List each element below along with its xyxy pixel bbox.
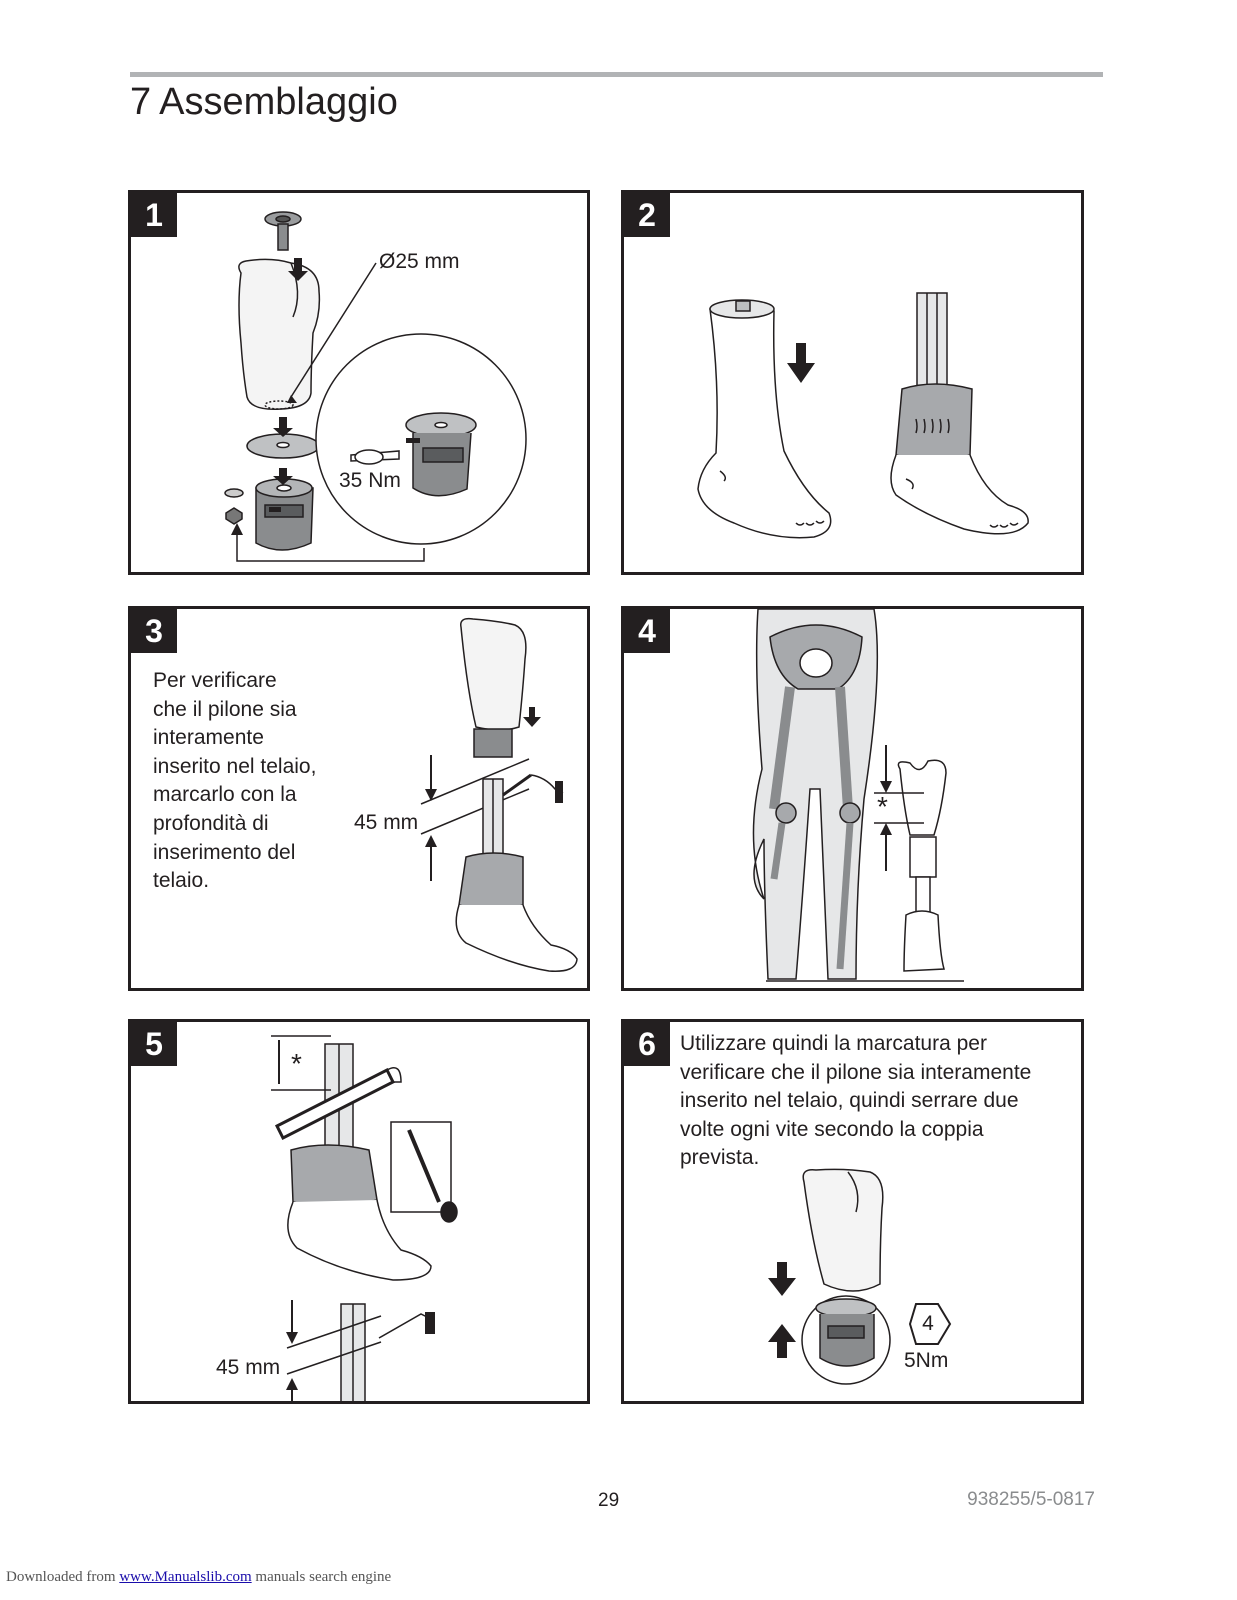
torque-label-5nm: 5Nm	[904, 1349, 949, 1372]
step-1-badge: 1	[131, 193, 177, 237]
text-line: Per verificare	[153, 669, 277, 692]
diameter-label: Ø25 mm	[379, 250, 460, 273]
step-6-panel	[621, 1019, 1084, 1404]
section-number: 7	[130, 81, 152, 123]
step-1-panel	[128, 190, 590, 575]
text-line: interamente	[153, 726, 264, 750]
text-line: inserito nel telaio, quindi serrare due	[680, 1089, 1019, 1113]
document-number: 938255/5-0817	[967, 1489, 1095, 1510]
asterisk-label: *	[877, 791, 888, 822]
text-line: Utilizzare quindi la marcatura per	[680, 1032, 987, 1055]
step-1-illustration	[131, 193, 590, 575]
download-footer	[6, 1569, 391, 1586]
depth-label: 45 mm	[354, 811, 419, 834]
text-line: profondità di	[153, 811, 269, 835]
step-3-badge: 3	[131, 609, 177, 653]
step-2-illustration	[624, 193, 1084, 575]
page-title	[130, 78, 398, 126]
text-line: verificare che il pilone sia interamente	[680, 1060, 1032, 1084]
torque-label-35nm: 35 Nm	[339, 469, 401, 492]
page-number: 29	[598, 1490, 620, 1511]
download-suffix: manuals search engine	[251, 1569, 392, 1585]
step-2-panel	[621, 190, 1084, 575]
text-line: inserito nel telaio,	[153, 754, 317, 778]
step-5-panel	[128, 1019, 590, 1404]
step-4-illustration	[624, 609, 1084, 991]
asterisk-label: *	[291, 1048, 302, 1079]
step-3-panel	[128, 606, 590, 991]
depth-label: 45 mm	[216, 1356, 281, 1379]
text-line: inserimento del	[153, 840, 296, 864]
text-line: marcarlo con la	[153, 783, 297, 807]
section-title: Assemblaggio	[159, 81, 398, 123]
step-4-badge: 4	[624, 609, 670, 653]
step-6-illustration	[624, 1022, 1084, 1404]
hex-key-size-label: 4	[922, 1312, 934, 1335]
text-line: telaio.	[153, 869, 210, 893]
text-line: volte ogni vite secondo la coppia	[680, 1117, 984, 1141]
step-2-badge: 2	[624, 193, 670, 237]
download-prefix: Downloaded from	[6, 1569, 120, 1585]
step-5-badge: 5	[131, 1022, 177, 1066]
text-line: prevista.	[680, 1146, 760, 1170]
text-line: che il pilone sia	[153, 697, 297, 721]
step-6-badge: 6	[624, 1022, 670, 1066]
header-rule	[130, 72, 1103, 77]
manualslib-link[interactable]: www.Manualslib.com	[119, 1569, 252, 1585]
step-3-illustration	[131, 609, 590, 991]
step-5-illustration	[131, 1022, 590, 1404]
step-4-panel	[621, 606, 1084, 991]
